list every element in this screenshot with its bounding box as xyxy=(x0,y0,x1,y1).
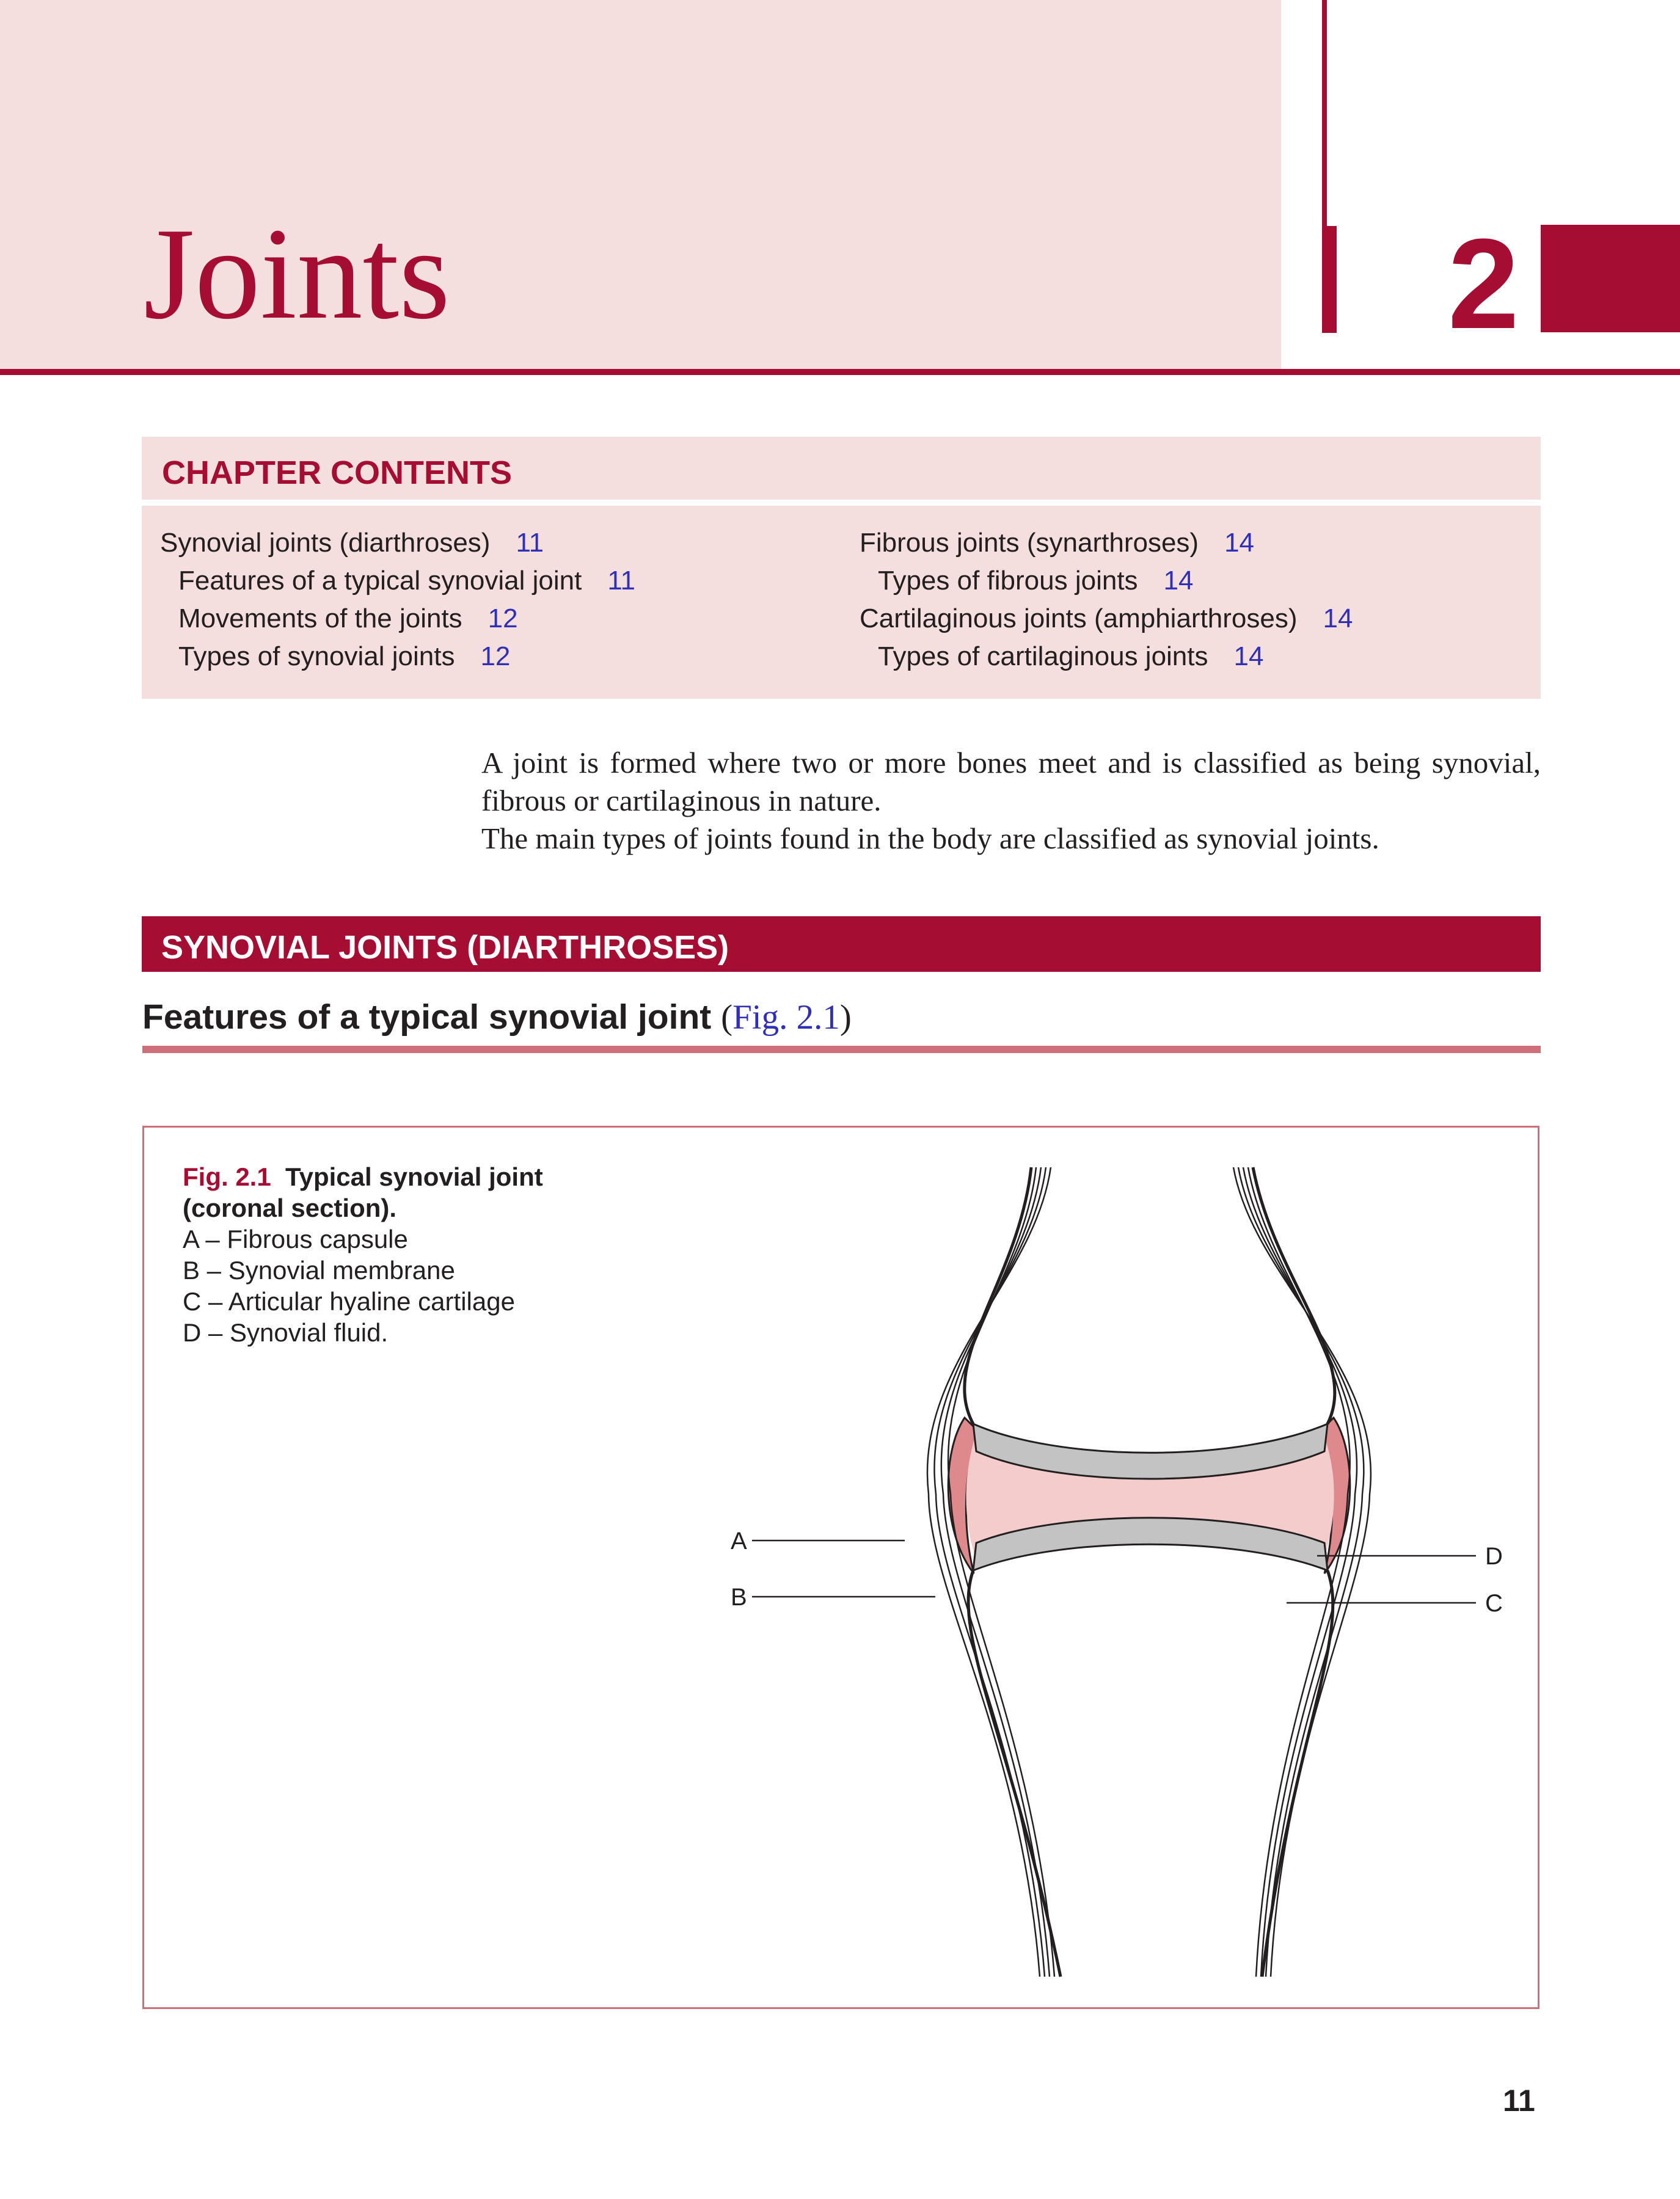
figure-legend-item: D – Synovial fluid. xyxy=(183,1318,389,1347)
figure-title: Typical synovial joint (coronal section). xyxy=(183,1162,543,1222)
toc-entry-label: Fibrous joints (synarthroses) xyxy=(860,528,1199,558)
callout-label-a: A xyxy=(731,1528,747,1555)
synovial-joint-diagram xyxy=(144,1128,1538,2007)
toc-entry-page[interactable]: 14 xyxy=(1323,604,1353,633)
toc-entry-page[interactable]: 14 xyxy=(1224,528,1255,558)
toc-entry-page[interactable]: 14 xyxy=(1233,641,1264,671)
figure-legend-item: B – Synovial membrane xyxy=(183,1256,455,1285)
toc-entry-label: Features of a typical synovial joint xyxy=(178,566,582,596)
chapter-number-block xyxy=(1541,225,1680,332)
chapter-contents xyxy=(142,506,1541,699)
toc-entry-page[interactable]: 14 xyxy=(1163,566,1194,596)
lower-bone-outline xyxy=(968,1570,1333,1977)
chapter-title: Joints xyxy=(144,200,450,346)
intro-paragraph: A joint is formed where two or more bones meet and is classified as being synovial, fibrous or cartilaginous in nature. xyxy=(481,746,1541,817)
fibrous-capsule-left xyxy=(927,1167,1054,1977)
subsection-heading xyxy=(142,997,852,1037)
toc-entry[interactable] xyxy=(160,524,635,562)
toc-entry-label: Types of fibrous joints xyxy=(878,566,1138,596)
page-number: 11 xyxy=(1503,2084,1535,2118)
chapter-number-marker xyxy=(1322,226,1337,333)
callout-label-c: C xyxy=(1485,1590,1503,1617)
toc-entry-page[interactable]: 12 xyxy=(480,641,511,671)
figure-legend-item: C – Articular hyaline cartilage xyxy=(183,1287,515,1316)
toc-entry[interactable] xyxy=(860,638,1353,676)
toc-entry[interactable] xyxy=(860,600,1353,638)
toc-entry[interactable] xyxy=(160,638,635,676)
figure-label: Fig. 2.1 xyxy=(183,1162,271,1191)
intro-paragraph: The main types of joints found in the body are classified as synovial joints. xyxy=(481,822,1379,855)
section-header-bar xyxy=(142,916,1541,972)
intro-text xyxy=(481,744,1541,858)
toc-entry-page[interactable]: 11 xyxy=(516,528,544,558)
figure-reference-link[interactable]: Fig. 2.1 xyxy=(732,998,840,1037)
subsection-rule xyxy=(142,1046,1541,1053)
upper-bone-outline xyxy=(965,1167,1335,1424)
chapter-number: 2 xyxy=(1448,212,1516,356)
subsection-title: Features of a typical synovial joint xyxy=(142,997,712,1037)
callout-label-b: B xyxy=(731,1584,747,1611)
header-rule xyxy=(0,369,1680,375)
toc-entry[interactable] xyxy=(860,524,1353,562)
toc-entry-label: Synovial joints (diarthroses) xyxy=(160,528,491,558)
callout-label-d: D xyxy=(1485,1543,1503,1570)
figure-legend-item: A – Fibrous capsule xyxy=(183,1225,408,1253)
toc-entry-label: Types of synovial joints xyxy=(178,641,455,671)
paren-close: ) xyxy=(839,998,852,1037)
chapter-contents-heading: CHAPTER CONTENTS xyxy=(162,454,513,491)
paren-open: ( xyxy=(721,998,733,1037)
toc-entry-label: Types of cartilaginous joints xyxy=(878,641,1208,671)
toc-entry-label: Cartilaginous joints (amphiarthroses) xyxy=(860,604,1298,633)
toc-entry[interactable] xyxy=(160,562,635,600)
section-heading: SYNOVIAL JOINTS (DIARTHROSES) xyxy=(161,929,729,966)
toc-entry-page[interactable]: 11 xyxy=(607,566,636,596)
toc-entry[interactable] xyxy=(860,562,1353,600)
toc-entry-label: Movements of the joints xyxy=(178,604,462,633)
toc-entry-page[interactable]: 12 xyxy=(488,604,518,633)
contents-left-column xyxy=(160,524,635,676)
contents-right-column xyxy=(860,524,1353,676)
figure-2-1 xyxy=(142,1126,1539,2009)
toc-entry[interactable] xyxy=(160,600,635,638)
fibrous-capsule-right xyxy=(1233,1167,1371,1977)
chapter-contents-header xyxy=(142,437,1541,500)
